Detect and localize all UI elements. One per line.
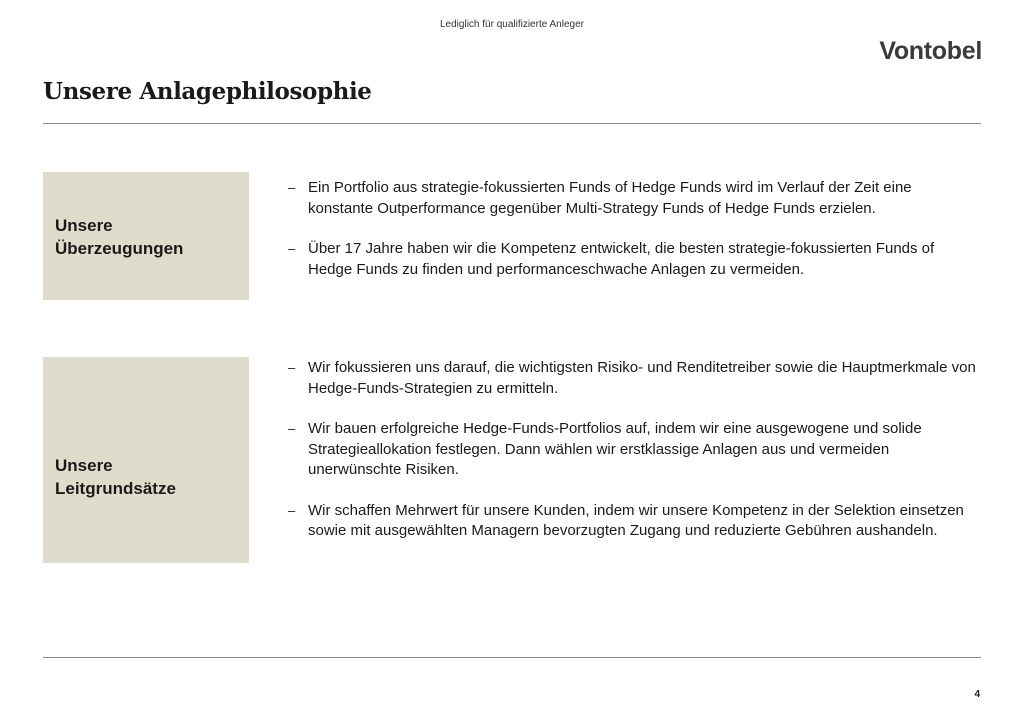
- bullet-text: Ein Portfolio aus strategie-fokussierten Funds of Hedge Funds wird im Verlauf der Zeit eine konstante Outperformance gegenüber Multi-Strategy Funds of Hedge Funds erzielen.: [308, 179, 912, 217]
- bullet-dash: –: [288, 180, 296, 195]
- section-label-line2: Leitgrundsätze: [55, 479, 176, 498]
- section-label-line1: Unsere: [55, 216, 113, 235]
- bullet-dash: –: [288, 241, 296, 256]
- bottom-divider: [43, 657, 981, 658]
- bullet-text: Über 17 Jahre haben wir die Kompetenz entwickelt, die besten strategie-fokussierten Funds of Hedge Funds zu finden und performanceschwache Anlagen zu vermeiden.: [308, 240, 935, 278]
- bullet-list-leitgrundsaetze: [286, 358, 976, 542]
- page-number: 4: [974, 689, 980, 700]
- section-label-ueberzeugungen: [43, 172, 249, 300]
- list-item: [286, 419, 976, 481]
- bullet-list-ueberzeugungen: [286, 178, 976, 280]
- bullet-dash: –: [288, 360, 296, 375]
- list-item: [286, 178, 976, 219]
- section-label-text: [55, 454, 176, 500]
- section-label-text: [55, 214, 183, 260]
- disclaimer-text: Lediglich für qualifizierte Anleger: [440, 19, 584, 30]
- list-item: [286, 239, 976, 280]
- section-label-line1: Unsere: [55, 456, 113, 475]
- vontobel-logo: Vontobel: [879, 37, 982, 65]
- section-label-leitgrundsaetze: [43, 357, 249, 563]
- bullet-text: Wir schaffen Mehrwert für unsere Kunden, indem wir unsere Kompetenz in der Selektion einsetzen sowie mit ausgewählten Managern bevorzugten Zugang und reduzierte Gebühren aushandeln.: [308, 501, 964, 539]
- bullet-text: Wir fokussieren uns darauf, die wichtigsten Risiko- und Renditetreiber sowie die Hauptmerkmale von Hedge-Funds-Strategien zu ermitteln.: [308, 359, 976, 397]
- top-divider: [43, 123, 981, 124]
- list-item: [286, 501, 976, 542]
- page-title: Unsere Anlagephilosophie: [43, 78, 372, 105]
- bullet-dash: –: [288, 421, 296, 436]
- section-label-line2: Überzeugungen: [55, 239, 184, 258]
- list-item: [286, 358, 976, 399]
- bullet-text: Wir bauen erfolgreiche Hedge-Funds-Portfolios auf, indem wir eine ausgewogene und solide Strategieallokation festlegen. Dann wählen wir erstklassige Anlagen aus und vermeiden unerwünschte Risiken.: [308, 420, 922, 478]
- bullet-dash: –: [288, 502, 296, 518]
